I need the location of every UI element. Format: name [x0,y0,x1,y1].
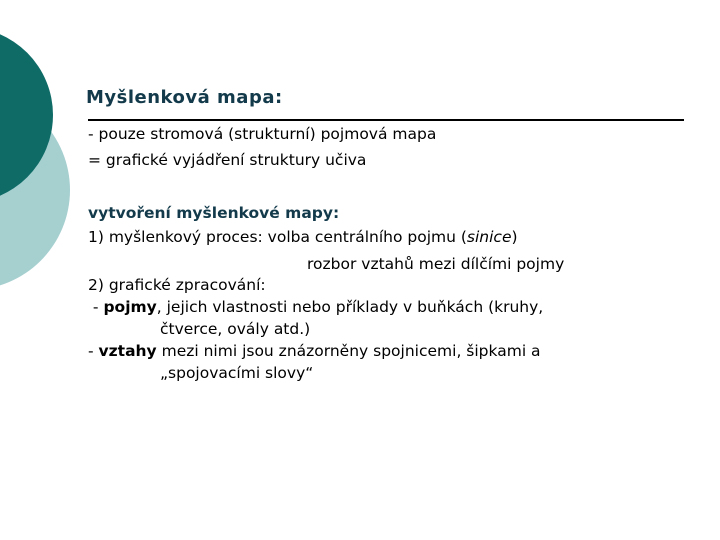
step1-prefix: 1) myšlenkový proces: volba centrálního pojmu ( [88,228,467,246]
step1-suffix: ) [511,228,518,246]
pojmy-bold: pojmy [103,298,157,316]
step2-heading: 2) grafické zpracování: [88,276,266,294]
step1-line [88,227,518,247]
step1-italic: sinice [466,228,512,246]
slide-title: Myšlenková mapa: [86,87,283,108]
step1-line-2: rozbor vztahů mezi dílčími pojmy [307,255,565,273]
pojmy-dash: - [88,298,104,316]
vztahy-dash: - [88,342,99,360]
vztahy-rest: mezi nimi jsou znázorněny spojnicemi, šipkami a [156,342,541,360]
title-underline [88,119,684,121]
pojmy-continuation: čtverce, ovály atd.) [160,320,311,338]
vztahy-line [88,341,541,361]
definition-line-1: - pouze stromová (strukturní) pojmová mapa [88,125,437,143]
vztahy-continuation: „spojovacími slovy“ [160,364,314,382]
definition-line-2: = grafické vyjádření struktury učiva [88,151,367,169]
vztahy-bold: vztahy [98,342,157,360]
pojmy-rest: , jejich vlastnosti nebo příklady v buňkách (kruhy, [156,298,544,316]
pojmy-line [88,297,543,317]
section-heading: vytvoření myšlenkové mapy: [88,204,340,222]
